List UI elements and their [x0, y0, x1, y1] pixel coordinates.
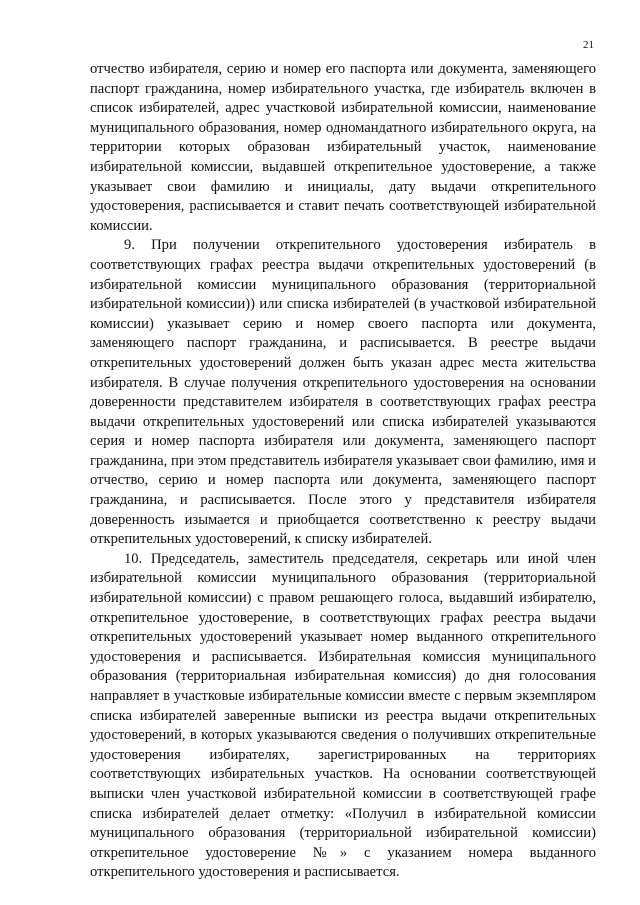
body-text: [90, 60, 596, 883]
paragraph-item-10: 10. Председатель, заместитель председателя, секретарь или иной член избирательной комиссии муниципального образования (территориальной избирательной комиссии) с правом решающего голоса, выдавший избирателю, открепительное удостоверение, в соответствующих графах реестра выдачи открепительных удостоверений указывает номер выданного открепительного удостоверения и расписывается. Избирательная комиссия муниципального образования (территориальная избирательная комиссия) до дня голосования направляет в участковые избирательные комиссии вместе с первым экземпляром списка избирателей заверенные выписки из реестра выдачи открепительных удостоверений, в которых указываются сведения о получивших открепительные удостоверения избирателях, зарегистрированных на территориях соответствующих избирательных участков. На основании соответствующей выписки член участковой избирательной комиссии в соответствующей графе списка избирателей делает отметку: «Получил в избирательной комиссии муниципального образования (территориальной избирательной комиссии) открепительное удостоверение №» с указанием номера выданного открепительного удостоверения и расписывается.: [90, 550, 596, 881]
paragraph-continuation: отчество избирателя, серию и номер его паспорта или документа, заменяющего паспорт гражданина, номер избирательного участка, где избиратель включен в список избирателей, адрес участковой избирательной комиссии, наименование муниципального образования, номер одномандатного избирательного округа, на территории которых образован избирательный участок, наименование избирательной комиссии, выдавшей открепительное удостоверение, а также указывает свои фамилию и инициалы, дату выдачи открепительного удостоверения, расписывается и ставит печать соответствующей избирательной комиссии.: [90, 61, 596, 234]
page-number: 21: [583, 39, 594, 51]
paragraph-item-9: 9. При получении открепительного удостоверения избиратель в соответствующих графах реестра выдачи открепительных удостоверений (в избирательной комиссии муниципального образования (территориальной избирательной комиссии)) или списка избирателей (в участковой избирательной комиссии) указывает серию и номер своего паспорта или документа, заменяющего паспорт гражданина, и расписывается. В реестре выдачи открепительных удостоверений должен быть указан адрес места жительства избирателя. В случае получения открепительного удостоверения на основании доверенности представителем избирателя в соответствующих графах реестра выдачи открепительных удостоверений или списка избирателей указываются серия и номер паспорта избирателя или документа, заменяющего паспорт гражданина, при этом представитель избирателя указывает свои фамилию, имя и отчество, серию и номер паспорта или документа, заменяющего паспорт гражданина, и расписывается. После этого у представителя избирателя доверенность изымается и приобщается соответственно к реестру выдачи открепительных удостоверений, к списку избирателей.: [90, 237, 596, 548]
